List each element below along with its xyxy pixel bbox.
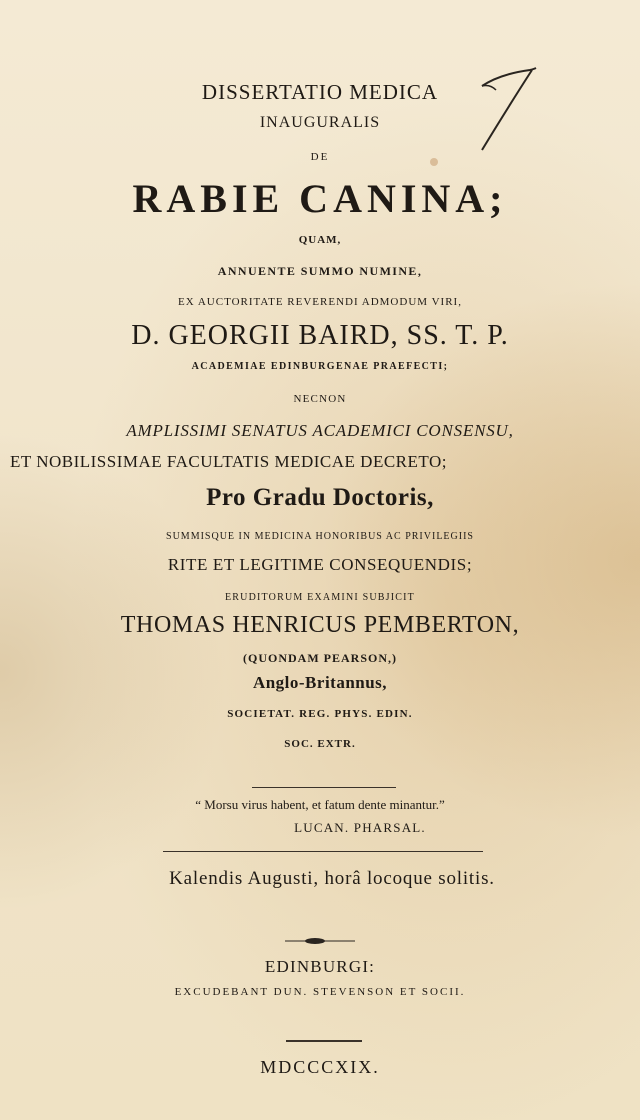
line-summisque: SUMMISQUE IN MEDICINA HONORIBUS AC PRIVILEGIIS [166,531,474,542]
author-name: THOMAS HENRICUS PEMBERTON, [120,612,520,638]
heading-dissertatio: DISSERTATIO MEDICA [201,80,439,104]
line-necnon: NECNON [293,393,347,405]
handwritten-number-mark [470,64,550,154]
heading-de: DE [310,151,330,163]
line-eruditorum: ERUDITORUM EXAMINI SUBJICIT [225,592,415,603]
imprint-city: EDINBURGI: [264,957,376,976]
line-baird: D. GEORGII BAIRD, SS. T. P. [131,320,509,351]
author-former-name: (QUONDAM PEARSON,) [243,651,397,665]
line-annuente: ANNUENTE SUMMO NUMINE, [217,264,423,278]
line-nobilissimae: ET NOBILISSIMAE FACULTATIS MEDICAE DECRETO; [10,452,447,471]
line-academiae: ACADEMIAE EDINBURGENAE PRAEFECTI; [191,361,449,372]
society-line-2: SOC. EXTR. [284,738,356,750]
divider-rule [286,1040,362,1042]
line-auctoritate: EX AUCTORITATE REVERENDI ADMODUM VIRI, [178,296,462,308]
author-origin: Anglo-Britannus, [252,673,388,692]
line-quam: QUAM, [298,234,342,246]
divider-rule [252,787,396,788]
imprint-printer: EXCUDEBANT DUN. STEVENSON ET SOCII. [174,986,466,998]
ornament-dash-icon [285,936,355,946]
date-line: Kalendis Augusti, horâ locoque solitis. [169,868,495,889]
society-line-1: SOCIETAT. REG. PHYS. EDIN. [227,708,413,720]
heading-inauguralis: INAUGURALIS [259,114,381,131]
divider-rule [163,851,483,852]
main-title: RABIE CANINA; [132,176,508,221]
epigraph-quote: “ Morsu virus habent, et fatum dente minantur.” [195,797,445,812]
line-pro-gradu: Pro Gradu Doctoris, [206,484,434,511]
line-rite: RITE ET LEGITIME CONSEQUENDIS; [167,555,473,574]
line-amplissimi: AMPLISSIMI SENATUS ACADEMICI CONSENSU, [126,421,514,440]
imprint-year: MDCCCXIX. [260,1057,380,1077]
epigraph-source: LUCAN. PHARSAL. [294,820,426,835]
